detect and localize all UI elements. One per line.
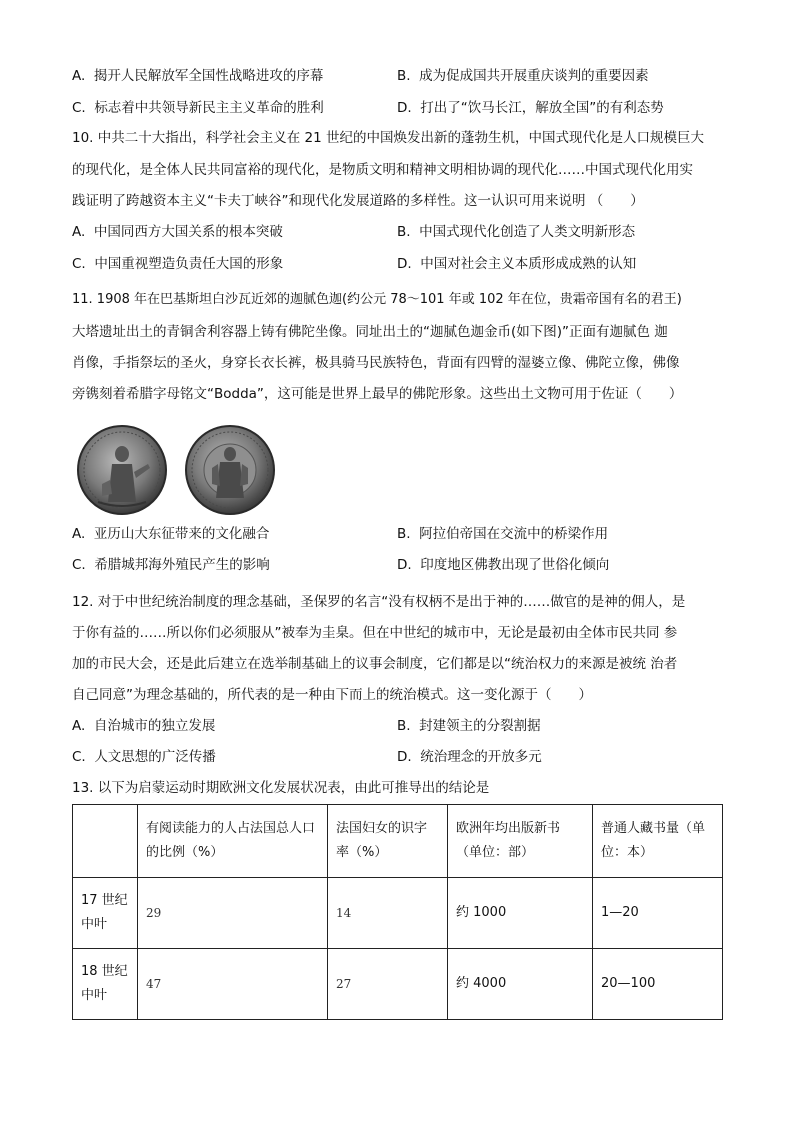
q12-stem-line-4: 自己同意”为理念基础的，所代表的是一种由下而上的统治模式。这一变化源于（ ） (72, 687, 592, 703)
q13-culture-table (72, 804, 723, 1020)
table-cell: 20—100 (593, 949, 723, 1020)
q9-option-b[interactable]: B. 成为促成国共开展重庆谈判的重要因素 (397, 68, 649, 84)
coin-obverse (78, 426, 166, 514)
coin-reverse (186, 426, 274, 514)
table-cell: 47 (138, 949, 328, 1020)
table-cell: 14 (328, 878, 448, 949)
table-header-cell (73, 805, 138, 878)
q11-stem-line-1: 11. 1908 年在巴基斯坦白沙瓦近郊的迦腻色迦(约公元 78～101 年或 102 年在位，贵霜帝国有名的君王) (72, 292, 682, 307)
q11-stem-line-2: 大塔遗址出土的青铜舍利容器上铸有佛陀坐像。同址出土的“迦腻色迦金币(如下图)”正面有迦腻色 迦 (72, 324, 668, 340)
q13-stem: 13. 以下为启蒙运动时期欧洲文化发展状况表，由此可推导出的结论是 (72, 780, 490, 796)
q12-option-b[interactable]: B. 封建领主的分裂割据 (397, 718, 541, 734)
table-header-cell: 欧洲年均出版新书（单位：部） (448, 805, 593, 878)
table-row (73, 949, 723, 1020)
q12-option-c[interactable]: C. 人文思想的广泛传播 (72, 749, 216, 765)
table-cell: 18 世纪中叶 (73, 949, 138, 1020)
q10-stem-line-2: 的现代化，是全体人民共同富裕的现代化，是物质文明和精神文明相协调的现代化……中国式现代化用实 (72, 162, 693, 178)
q9-option-c[interactable]: C. 标志着中共领导新民主主义革命的胜利 (72, 100, 324, 116)
table-cell: 约 1000 (448, 878, 593, 949)
q9-option-d[interactable]: D. 打出了“饮马长江，解放全国”的有利态势 (397, 100, 664, 116)
q12-stem-line-3: 加的市民大会，还是此后建立在选举制基础上的议事会制度，它们都是以“统治权力的来源是被统 治者 (72, 656, 678, 672)
table-cell: 1—20 (593, 878, 723, 949)
q11-option-b[interactable]: B. 阿拉伯帝国在交流中的桥梁作用 (397, 526, 609, 542)
q11-option-c[interactable]: C. 希腊城邦海外殖民产生的影响 (72, 557, 270, 573)
q10-option-d[interactable]: D. 中国对社会主义本质形成成熟的认知 (397, 256, 637, 272)
table-header-cell: 法国妇女的识字率（%） (328, 805, 448, 878)
table-cell: 17 世纪中叶 (73, 878, 138, 949)
table-header-cell: 普通人藏书量（单位：本） (593, 805, 723, 878)
q11-stem-line-3: 肖像，手指祭坛的圣火，身穿长衣长裤，极具骑马民族特色，背面有四臂的湿婆立像、佛陀立像，佛像 (72, 355, 680, 371)
q10-stem-line-1: 10. 中共二十大指出，科学社会主义在 21 世纪的中国焕发出新的蓬勃生机，中国式现代化是人口规模巨大 (72, 130, 705, 146)
kanishka-gold-coins-image (72, 424, 280, 516)
q12-stem-line-2: 于你有益的……所以你们必须服从”被奉为圭臬。但在中世纪的城市中，无论是最初由全体市民共同 参 (72, 625, 678, 641)
q10-stem-line-3: 践证明了跨越资本主义“卡夫丁峡谷”和现代化发展道路的多样性。这一认识可用来说明 （ ） (72, 193, 644, 209)
table-header-cell: 有阅读能力的人占法国总人口的比例（%） (138, 805, 328, 878)
q10-option-a[interactable]: A. 中国同西方大国关系的根本突破 (72, 224, 283, 240)
q12-option-a[interactable]: A. 自治城市的独立发展 (72, 718, 216, 734)
q11-stem-line-4: 旁镌刻着希腊字母铭文“Bodda”，这可能是世界上最早的佛陀形象。这些出土文物可用于佐证（ ） (72, 386, 683, 402)
q10-option-c[interactable]: C. 中国重视塑造负责任大国的形象 (72, 256, 284, 272)
q9-option-a[interactable]: A. 揭开人民解放军全国性战略进攻的序幕 (72, 68, 324, 84)
q11-option-d[interactable]: D. 印度地区佛教出现了世俗化倾向 (397, 557, 610, 573)
q12-option-d[interactable]: D. 统治理念的开放多元 (397, 749, 542, 765)
table-cell: 约 4000 (448, 949, 593, 1020)
table-row (73, 878, 723, 949)
q10-option-b[interactable]: B. 中国式现代化创造了人类文明新形态 (397, 224, 636, 240)
table-cell: 29 (138, 878, 328, 949)
q11-option-a[interactable]: A. 亚历山大东征带来的文化融合 (72, 526, 270, 542)
q12-stem-line-1: 12. 对于中世纪统治制度的理念基础，圣保罗的名言“没有权柄不是出于神的……做官的是神的佣人，是 (72, 594, 686, 610)
table-cell: 27 (328, 949, 448, 1020)
table-header-row (73, 805, 723, 878)
